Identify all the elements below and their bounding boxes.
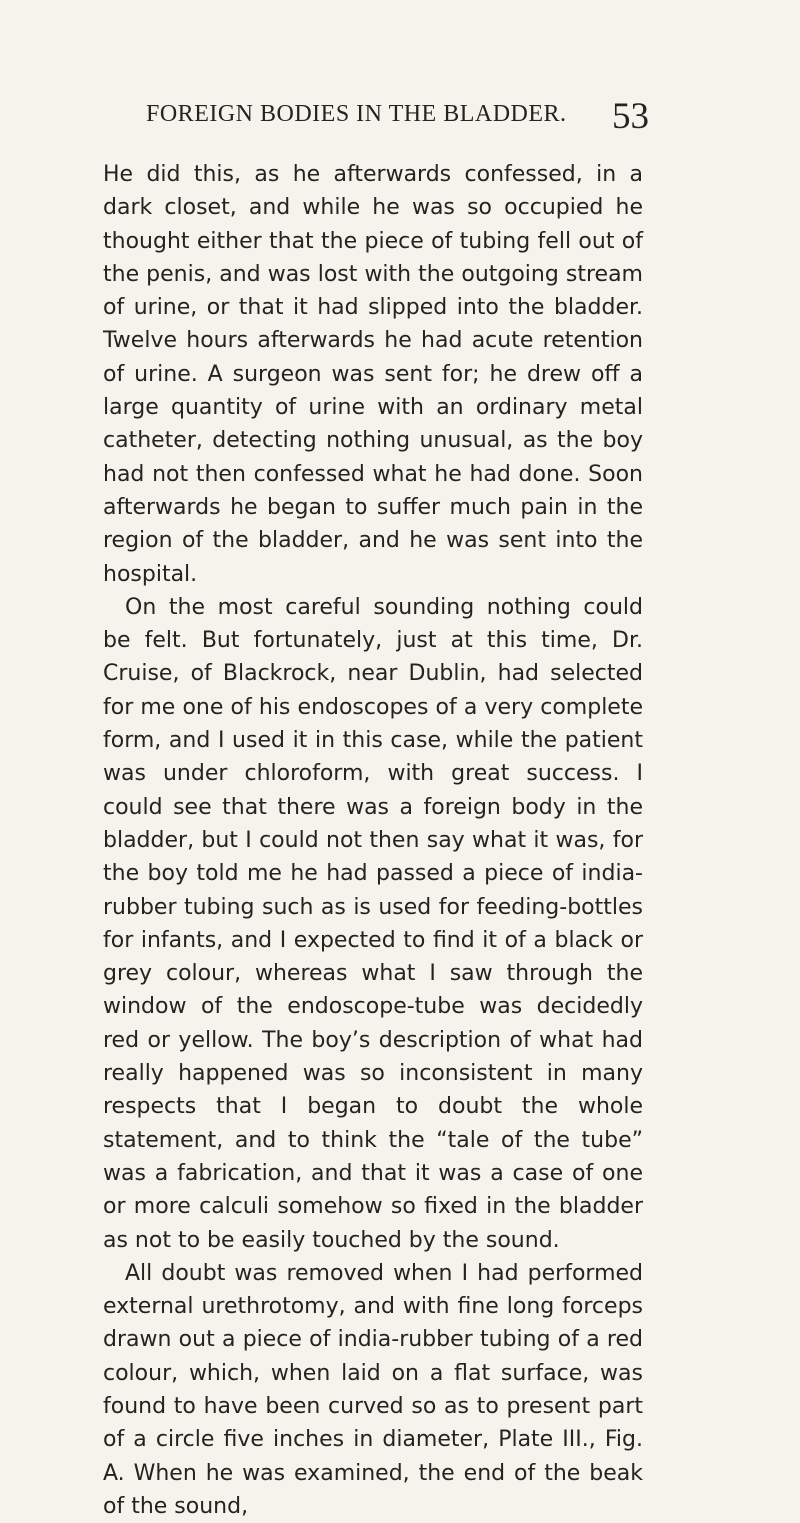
page-number: 53	[612, 96, 649, 137]
paragraph-1: He did this, as he afterwards confessed, in a dark closet, and while he was so occupied he thought either that the piece of tubing fell out of the penis, and was lost with the outgoing stream of urine, or that it had slipped into the bladder. Twelve hours afterwards he had acute retention of urine. A surgeon was sent for; he drew off a large quantity of urine with an ordinary metal catheter, detecting nothing unusual, as the boy had not then confessed what he had done. Soon afterwards he began to suffer much pain in the region of the bladder, and he was sent into the hospital.	[103, 162, 643, 587]
paragraph-2: On the most careful sounding nothing could be felt. But fortunately, just at this time, Dr. Cruise, of Blackrock, near Dublin, had selected for me one of his endoscopes of a very complete form, and I used it in this case, while the patient was under chloroform, with great success. I could see that there was a foreign body in the bladder, but I could not then say what it was, for the boy told me he had passed a piece of india-rubber tubing such as is used for feeding-bottles for infants, and I expected to find it of a black or grey colour, whereas what I saw through the window of the endoscope-tube was decidedly red or yellow. The boy’s description of what had really happened was so inconsistent in many respects that I began to doubt the whole statement, and to think the “tale of the tube” was a fabrication, and that it was a case of one or more calculi somehow so fixed in the bladder as not to be easily touched by the sound.	[103, 594, 643, 1253]
running-head-title: FOREIGN BODIES IN THE BLADDER.	[146, 101, 567, 127]
body-text	[103, 158, 643, 1523]
paragraph-3: All doubt was removed when I had performed external urethrotomy, and with fine long forceps drawn out a piece of india-rubber tubing of a red colour, which, when laid on a flat surface, was found to have been curved so as to present part of a circle five inches in diameter, Plate III., Fig. A. When he was examined, the end of the beak of the sound,	[103, 1260, 643, 1519]
running-head	[0, 96, 800, 151]
